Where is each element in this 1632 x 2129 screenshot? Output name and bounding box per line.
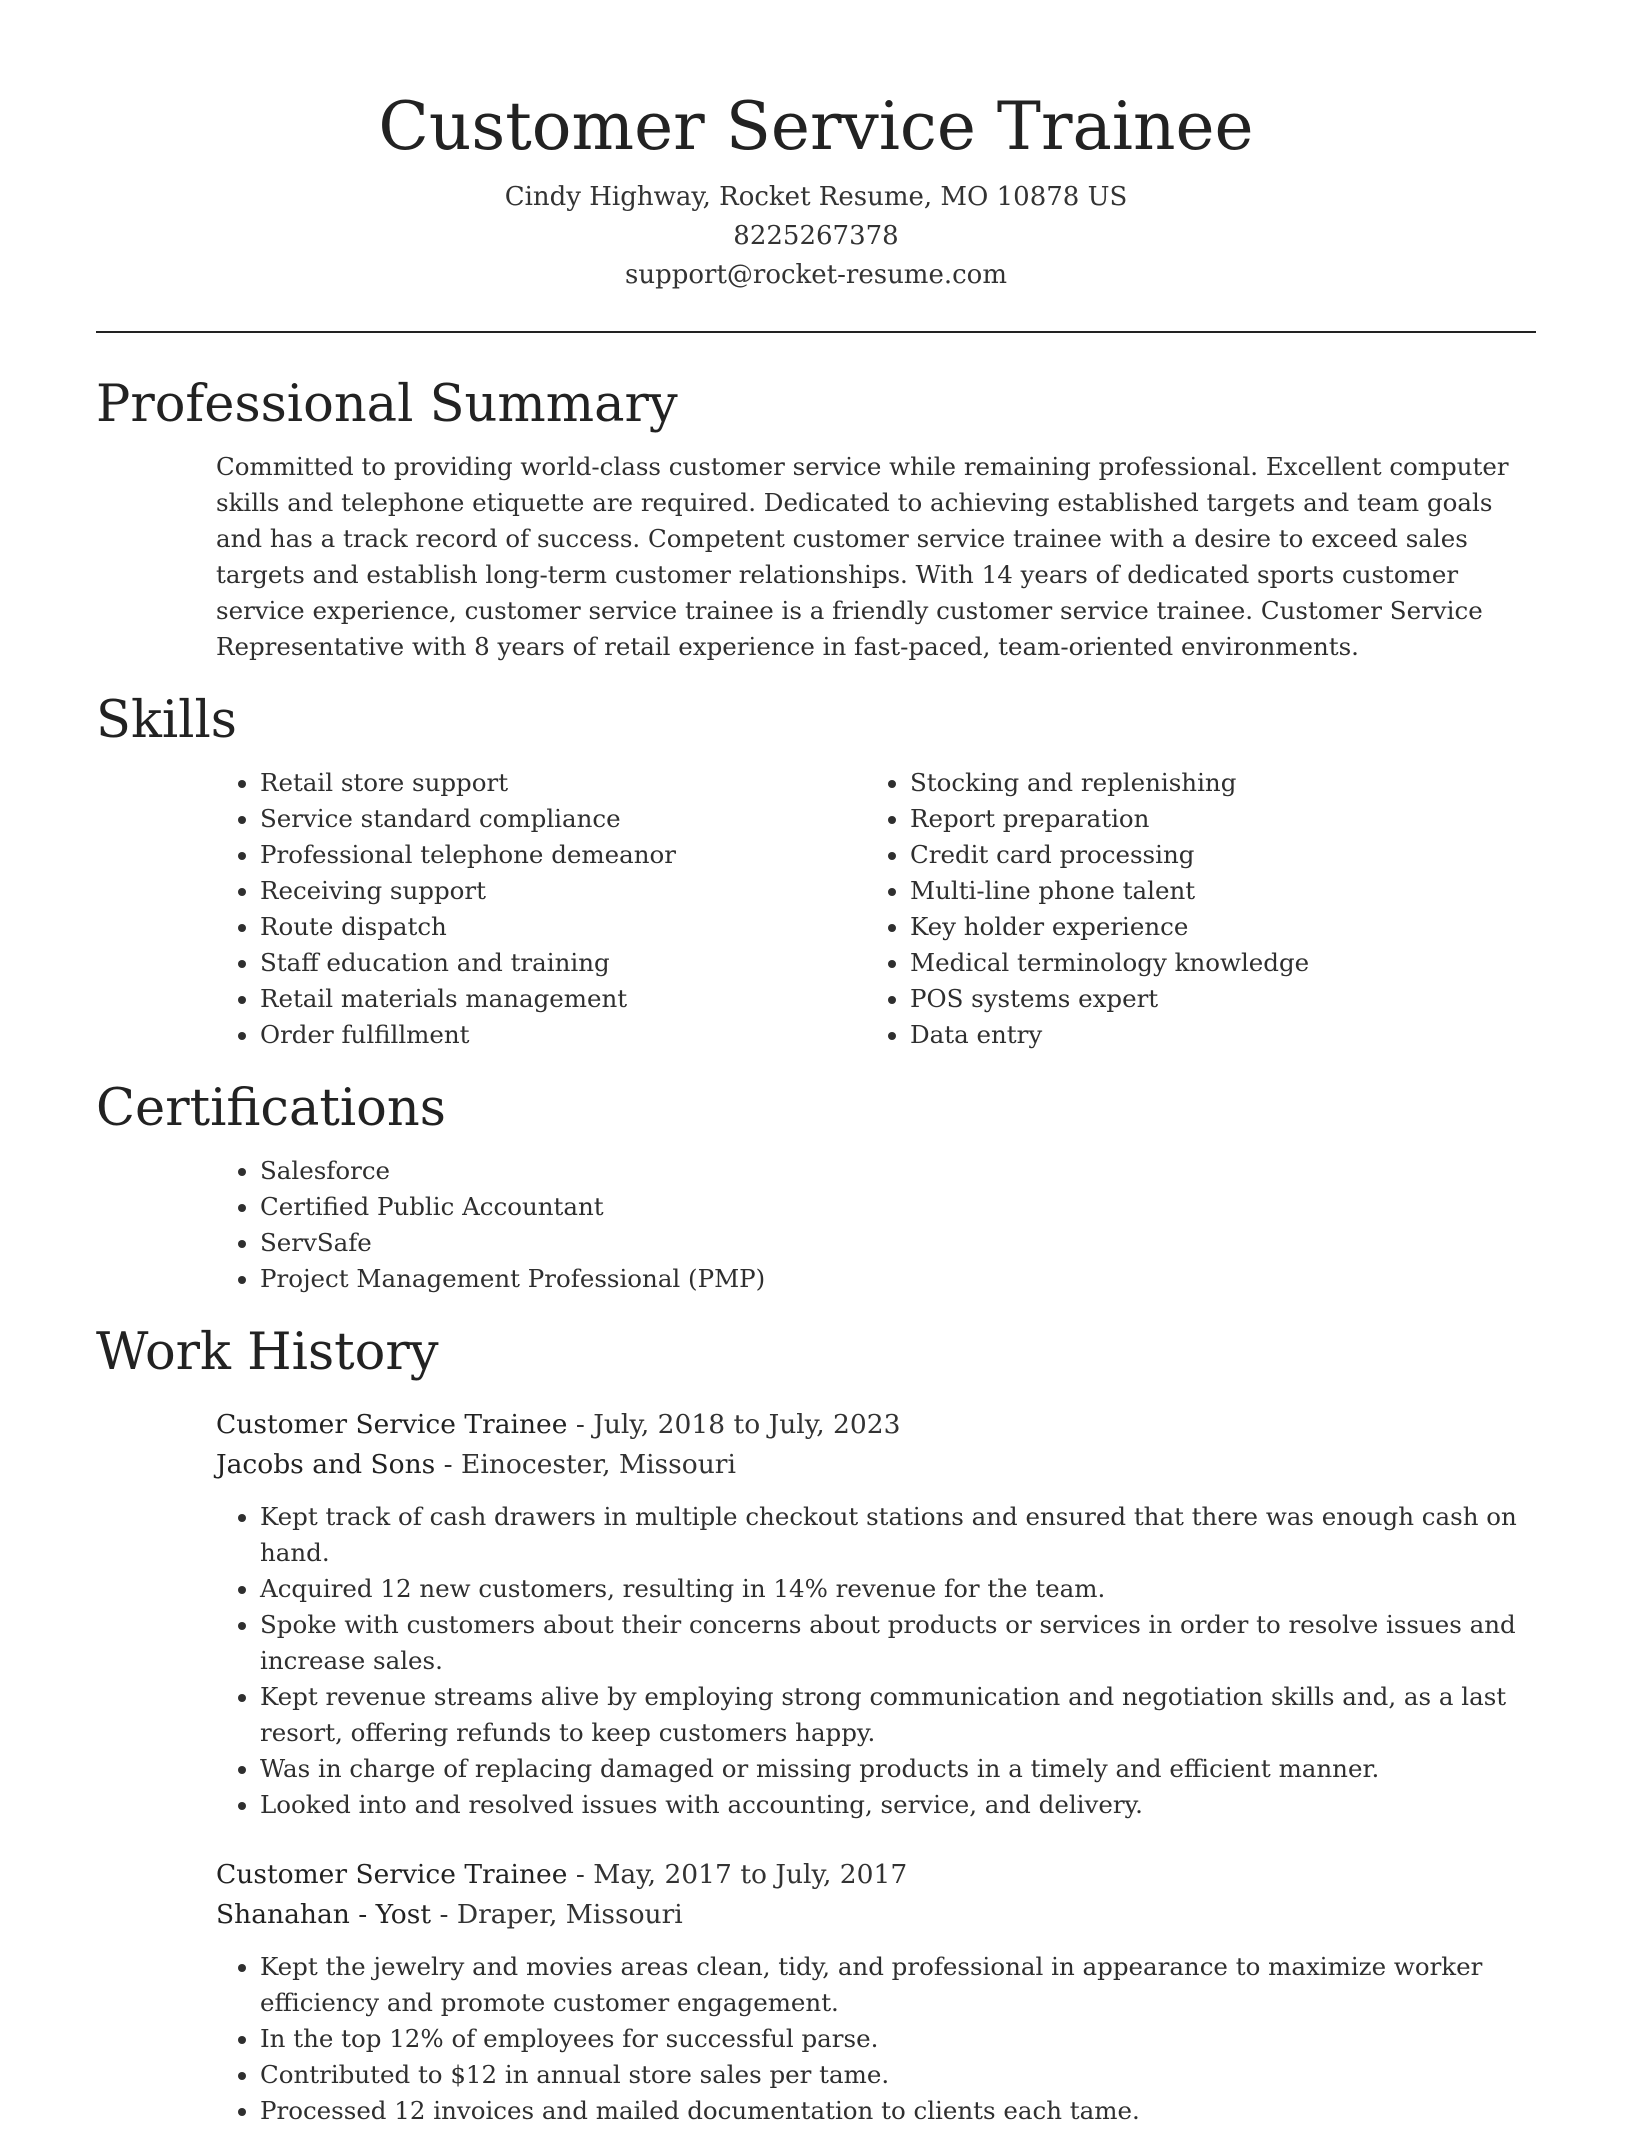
company-name: Jacobs and Sons [216,1449,436,1480]
certification-item: • Certified Public Accountant [260,1189,1536,1225]
address: Cindy Highway, Rocket Resume, MO 10878 US [504,182,1128,212]
job-entry [216,1855,1536,2129]
resume-header [96,0,1536,295]
job-bullet: • Was in charge of replacing damaged or missing products in a timely and efficient manner. [260,1751,1536,1787]
skill-item: • Stocking and replenishing [910,765,1516,801]
job-title-line: Customer Service Trainee - May, 2017 to July, 2017 [216,1859,908,1890]
job-title: Customer Service Trainee [216,1409,568,1440]
job-bullet: • Processed 12 invoices and mailed documentation to clients each tame. [260,2093,1536,2129]
phone: 8225267378 [733,221,899,251]
skill-item: • Multi-line phone talent [910,873,1516,909]
job-dates: July, 2018 to July, 2023 [593,1409,901,1440]
skill-item: • Medical terminology knowledge [910,945,1516,981]
skills-heading: Skills [96,691,237,750]
email: support@rocket-resume.com [624,260,1007,290]
skills-list [216,765,1536,1053]
skills-column-left [216,765,866,1053]
certifications-list [216,1153,1536,1297]
job-location: Einocester, Missouri [461,1449,736,1480]
job-dates: May, 2017 to July, 2017 [593,1859,908,1890]
job-title-line: Customer Service Trainee - July, 2018 to July, 2023 [216,1409,901,1440]
skills-column-right [866,765,1516,1053]
job-bullet: • Contributed to $12 in annual store sales per tame. [260,2057,1536,2093]
certification-item: • Salesforce [260,1153,1536,1189]
work-history-heading: Work History [96,1323,439,1382]
job-bullet: • Acquired 12 new customers, resulting in 14% revenue for the team. [260,1571,1536,1607]
skill-item: • Professional telephone demeanor [260,837,866,873]
job-entry [216,1405,1536,1823]
skill-item: • Route dispatch [260,909,866,945]
skill-item: • Receiving support [260,873,866,909]
certification-item: • ServSafe [260,1225,1536,1261]
job-bullet: • Spoke with customers about their concerns about products or services in order to resolve issues and increase sales. [260,1607,1536,1679]
job-bullet: • Looked into and resolved issues with accounting, service, and delivery. [260,1787,1536,1823]
skill-item: • POS systems expert [910,981,1516,1017]
summary-text: Committed to providing world-class customer service while remaining professional. Excellent computer skills and telephone etiquette are required. Dedicated to achieving established targets and team goals and has a track record of success. Competent customer service trainee with a desire to exceed sales targets and establish long-term customer relationships. With 14 years of dedicated sports customer service experience, customer service trainee is a friendly customer service trainee. Customer Service Representative with 8 years of retail experience in fast-paced, team-oriented environments. [216,452,1509,661]
job-title: Customer Service Trainee [216,1859,568,1890]
job-bullets [216,1949,1536,2129]
skill-item: • Credit card processing [910,837,1516,873]
skill-item: • Key holder experience [910,909,1516,945]
job-bullets [216,1499,1536,1823]
certifications-heading: Certifications [96,1079,446,1138]
job-bullet: • Kept track of cash drawers in multiple checkout stations and ensured that there was enough cash on hand. [260,1499,1536,1571]
certification-item: • Project Management Professional (PMP) [260,1261,1536,1297]
skill-item: • Retail store support [260,765,866,801]
skill-item: • Staff education and training [260,945,866,981]
job-bullet: • In the top 12% of employees for successful parse. [260,2021,1536,2057]
job-company-line: Shanahan - Yost - Draper, Missouri [216,1899,683,1930]
skill-item: • Retail materials management [260,981,866,1017]
job-bullet: • Kept revenue streams alive by employing strong communication and negotiation skills and, as a last resort, offering refunds to keep customers happy. [260,1679,1536,1751]
skill-item: • Order fulfillment [260,1017,866,1053]
skill-item: • Report preparation [910,801,1516,837]
summary-heading: Professional Summary [96,375,678,434]
header-divider [96,331,1536,333]
candidate-name: Customer Service Trainee [378,88,1254,165]
skill-item: • Data entry [910,1017,1516,1053]
company-name: Shanahan - Yost [216,1899,432,1930]
contact-block [96,178,1536,295]
job-company-line: Jacobs and Sons - Einocester, Missouri [216,1449,736,1480]
skill-item: • Service standard compliance [260,801,866,837]
job-location: Draper, Missouri [456,1899,683,1930]
job-bullet: • Kept the jewelry and movies areas clean, tidy, and professional in appearance to maximize worker efficiency and promote customer engagement. [260,1949,1536,2021]
